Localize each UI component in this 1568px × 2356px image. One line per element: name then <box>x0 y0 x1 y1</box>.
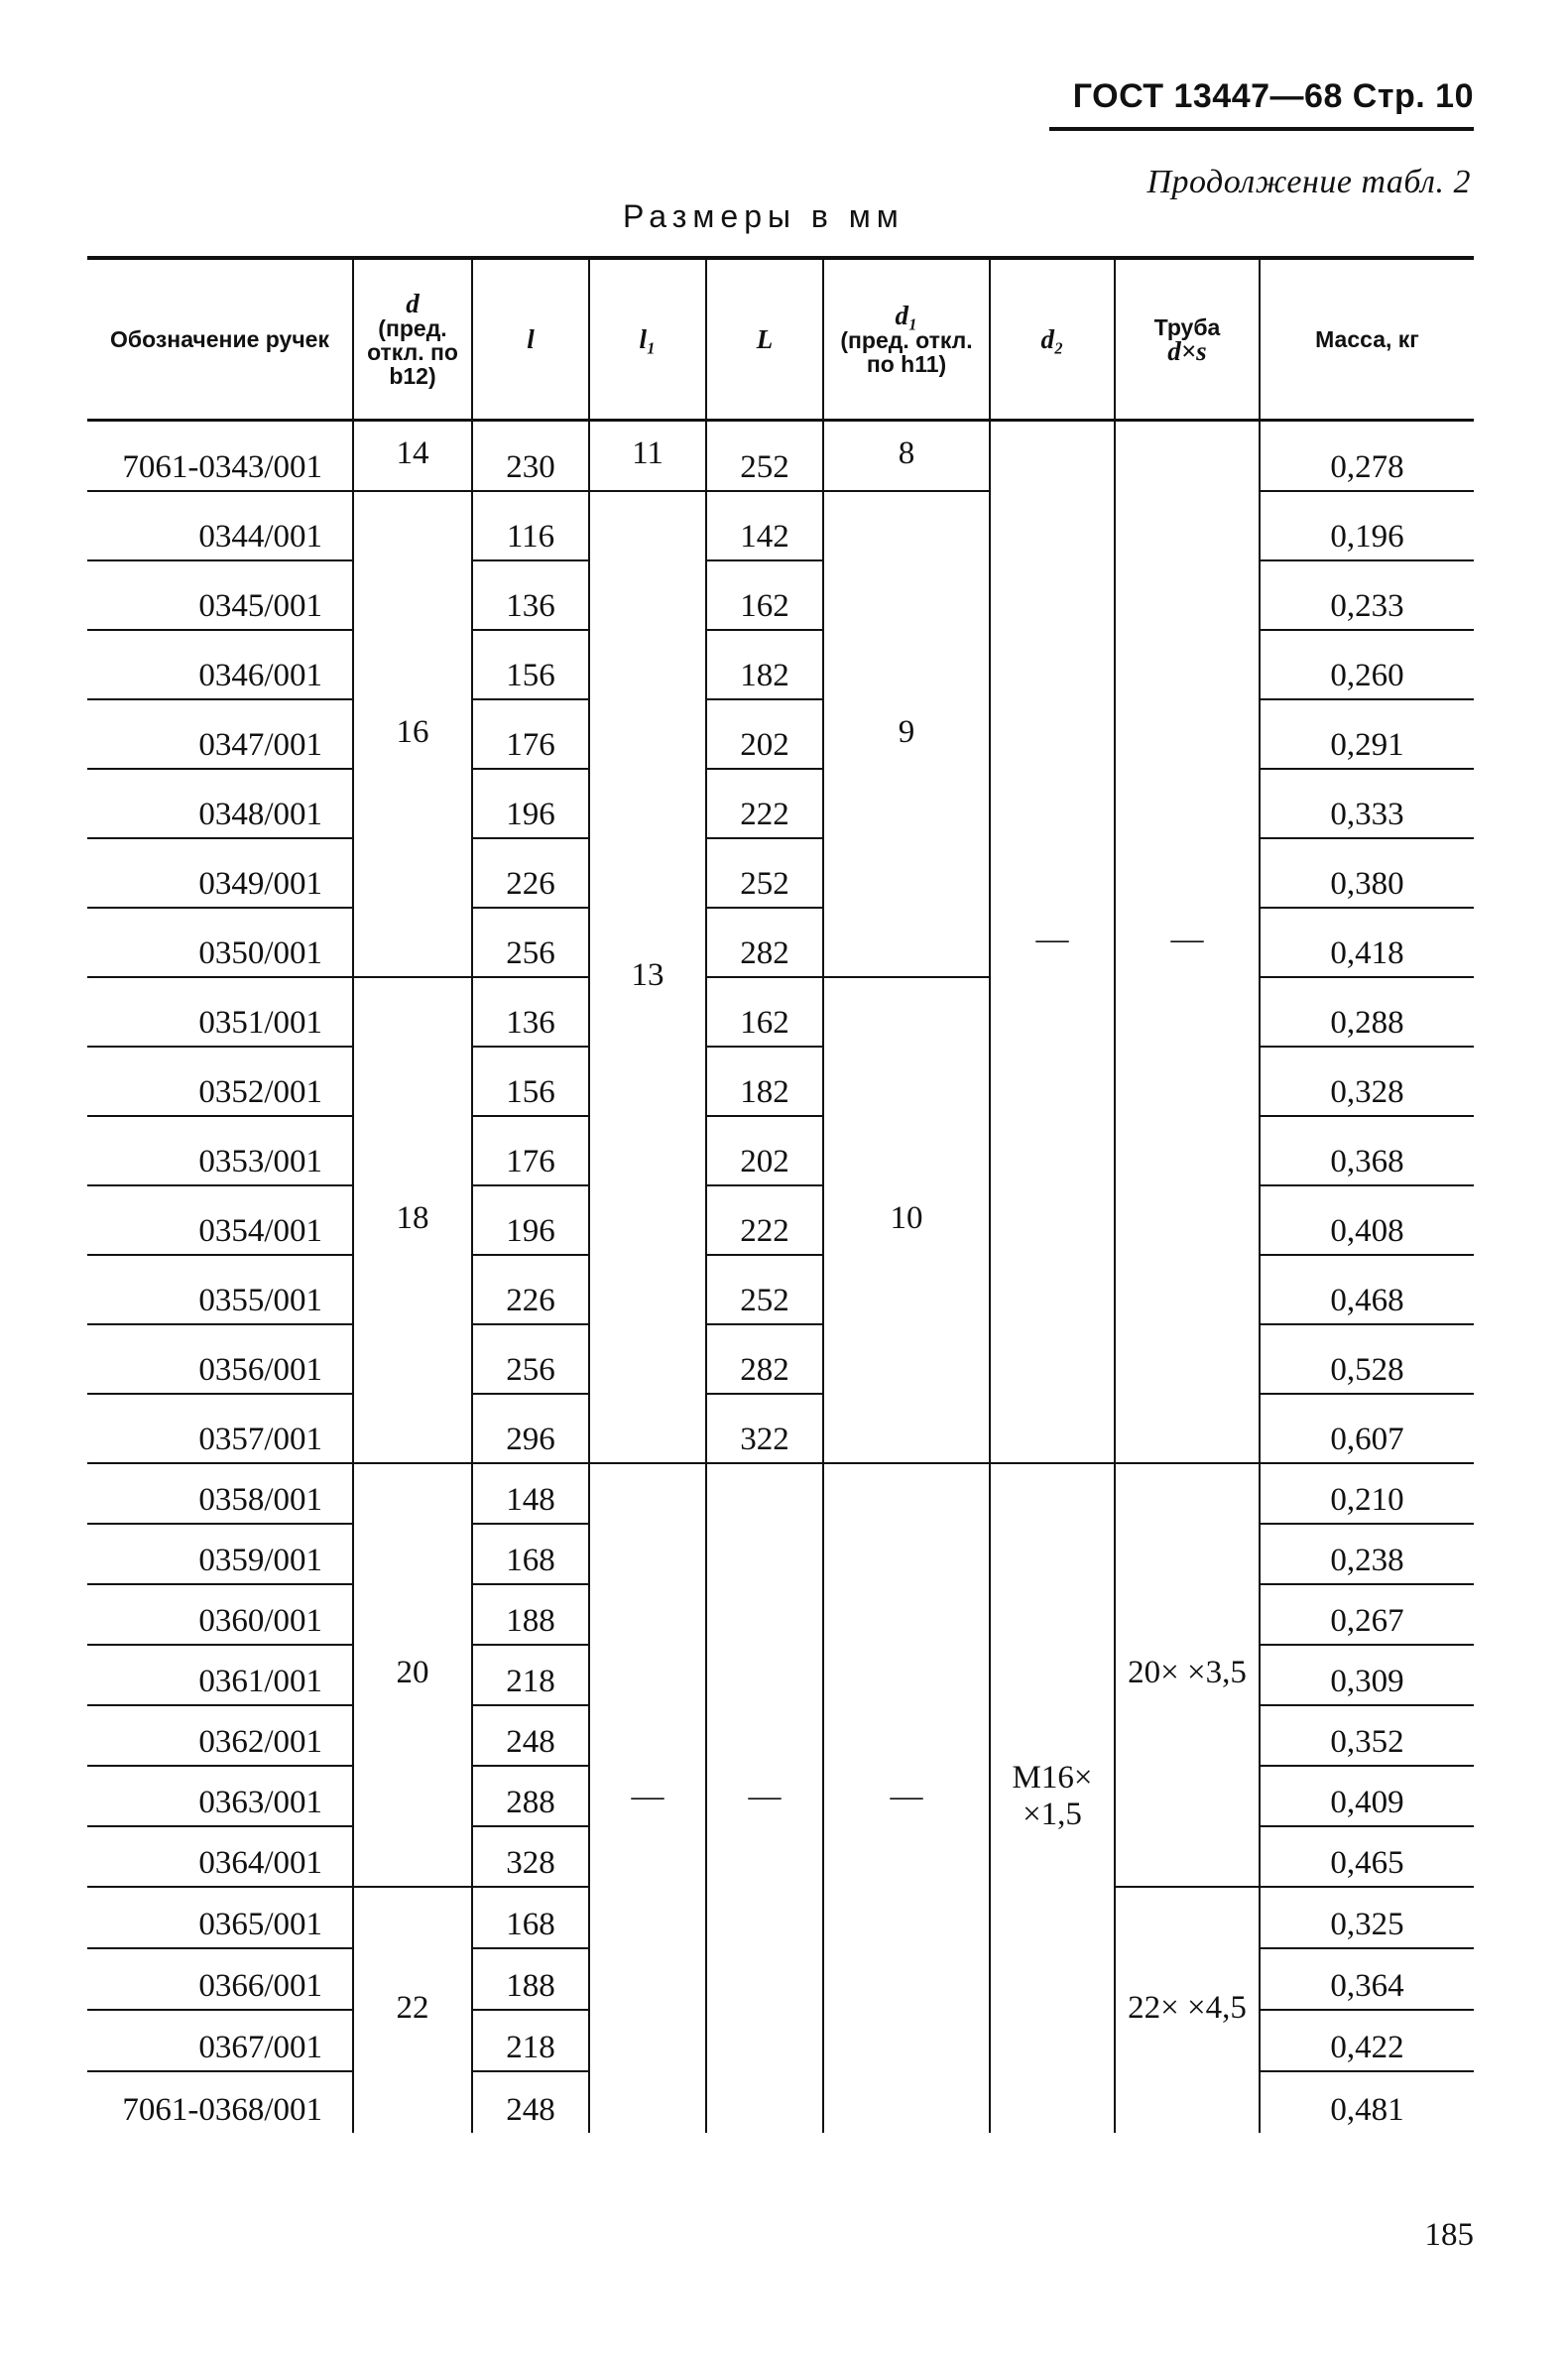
designation-cell: 0363/001 <box>87 1766 353 1826</box>
designation-cell: 0348/001 <box>87 769 353 838</box>
L-cell: 182 <box>706 630 823 699</box>
designation-cell: 0357/001 <box>87 1394 353 1463</box>
l-cell: 156 <box>472 1047 589 1116</box>
table-row <box>87 1463 1474 1524</box>
mass-cell: 0,352 <box>1260 1705 1474 1766</box>
l-cell: 248 <box>472 1705 589 1766</box>
table-row <box>87 1047 1474 1116</box>
designation-cell: 0362/001 <box>87 1705 353 1766</box>
mass-cell: 0,418 <box>1260 908 1474 977</box>
designation-cell: 0352/001 <box>87 1047 353 1116</box>
table-row <box>87 630 1474 699</box>
mass-cell: 0,260 <box>1260 630 1474 699</box>
table-row <box>87 560 1474 630</box>
tube-cell: — <box>1115 422 1260 1463</box>
l-cell: 136 <box>472 977 589 1047</box>
l-cell: 148 <box>472 1463 589 1524</box>
table-row <box>87 908 1474 977</box>
mass-cell: 0,309 <box>1260 1645 1474 1705</box>
d-cell: 20 <box>353 1463 472 1887</box>
mass-cell: 0,368 <box>1260 1116 1474 1185</box>
l-cell: 328 <box>472 1826 589 1887</box>
L-cell: 162 <box>706 977 823 1047</box>
l-cell: 188 <box>472 1584 589 1645</box>
mass-cell: 0,238 <box>1260 1524 1474 1584</box>
designation-cell: 0360/001 <box>87 1584 353 1645</box>
L-cell: 202 <box>706 699 823 769</box>
col-l1-symbol: l₁ <box>639 323 657 354</box>
table-continuation-note: Продолжение табл. 2 <box>1146 164 1471 200</box>
header-rule <box>1049 127 1474 131</box>
designation-cell: 0353/001 <box>87 1116 353 1185</box>
mass-cell: 0,291 <box>1260 699 1474 769</box>
l-cell: 136 <box>472 560 589 630</box>
designation-cell: 0366/001 <box>87 1948 353 2010</box>
d1-cell: 8 <box>823 422 990 491</box>
l1-cell: — <box>589 1463 706 2133</box>
mass-cell: 0,422 <box>1260 2010 1474 2071</box>
l1-cell: 11 <box>589 422 706 491</box>
mass-cell: 0,288 <box>1260 977 1474 1047</box>
col-mass: Масса, кг <box>1260 260 1474 419</box>
l-cell: 176 <box>472 1116 589 1185</box>
designation-cell: 0350/001 <box>87 908 353 977</box>
mass-cell: 0,607 <box>1260 1394 1474 1463</box>
designation-cell: 0355/001 <box>87 1255 353 1324</box>
units-caption: Размеры в мм <box>623 198 905 234</box>
l-cell: 230 <box>472 422 589 491</box>
col-d-note: (пред. откл. по b12) <box>367 314 458 389</box>
mass-cell: 0,328 <box>1260 1047 1474 1116</box>
table-row <box>87 769 1474 838</box>
d2-cell: M16× ×1,5 <box>990 1463 1115 2133</box>
designation-cell: 0364/001 <box>87 1826 353 1887</box>
L-cell: 282 <box>706 908 823 977</box>
l1-cell: 13 <box>589 491 706 1463</box>
d-cell: 16 <box>353 491 472 977</box>
L-cell: 202 <box>706 1116 823 1185</box>
designation-cell: 0346/001 <box>87 630 353 699</box>
L-cell: 222 <box>706 769 823 838</box>
l-cell: 116 <box>472 491 589 560</box>
l-cell: 256 <box>472 1324 589 1394</box>
col-d-symbol: d <box>406 288 420 318</box>
l-cell: 168 <box>472 1524 589 1584</box>
d2-cell: — <box>990 422 1115 1463</box>
L-cell: 162 <box>706 560 823 630</box>
designation-cell: 0349/001 <box>87 838 353 908</box>
mass-cell: 0,465 <box>1260 1826 1474 1887</box>
l-cell: 196 <box>472 1185 589 1255</box>
l-cell: 218 <box>472 2010 589 2071</box>
d-cell: 18 <box>353 977 472 1463</box>
designation-cell: 0354/001 <box>87 1185 353 1255</box>
table-row <box>87 422 1474 491</box>
l-cell: 168 <box>472 1887 589 1948</box>
col-tube-symbol: d×s <box>1167 335 1207 366</box>
table-row <box>87 491 1474 560</box>
l-cell: 226 <box>472 1255 589 1324</box>
mass-cell: 0,267 <box>1260 1584 1474 1645</box>
l-cell: 218 <box>472 1645 589 1705</box>
d1-cell: 10 <box>823 977 990 1463</box>
designation-cell: 0358/001 <box>87 1463 353 1524</box>
col-d <box>353 260 472 419</box>
col-designation: Обозначение ручек <box>110 326 329 352</box>
d1-cell: 9 <box>823 491 990 977</box>
L-cell: 322 <box>706 1394 823 1463</box>
dimensions-table <box>87 256 1474 2133</box>
col-d1 <box>823 260 990 419</box>
mass-cell: 0,481 <box>1260 2071 1474 2133</box>
mass-cell: 0,196 <box>1260 491 1474 560</box>
table-row <box>87 1324 1474 1394</box>
col-d2 <box>990 260 1115 419</box>
l-cell: 288 <box>472 1766 589 1826</box>
col-tube <box>1115 260 1260 419</box>
mass-cell: 0,333 <box>1260 769 1474 838</box>
mass-cell: 0,380 <box>1260 838 1474 908</box>
mass-cell: 0,468 <box>1260 1255 1474 1324</box>
d-cell: 14 <box>353 422 472 491</box>
designation-cell: 0344/001 <box>87 491 353 560</box>
l-cell: 196 <box>472 769 589 838</box>
table-row <box>87 838 1474 908</box>
table-row <box>87 1185 1474 1255</box>
tube-cell: 20× ×3,5 <box>1115 1463 1260 1887</box>
col-d2-symbol: d₂ <box>1040 323 1064 354</box>
table-body <box>87 422 1474 2133</box>
designation-cell: 0361/001 <box>87 1645 353 1705</box>
designation-cell: 0356/001 <box>87 1324 353 1394</box>
col-L-symbol: L <box>756 323 774 354</box>
designation-cell: 7061-0368/001 <box>122 2092 322 2128</box>
mass-cell: 0,364 <box>1260 1948 1474 2010</box>
l-cell: 176 <box>472 699 589 769</box>
designation-cell: 7061-0343/001 <box>87 422 353 491</box>
L-cell: 252 <box>706 422 823 491</box>
table-row <box>87 1394 1474 1463</box>
designation-cell: 0347/001 <box>87 699 353 769</box>
l-cell: 156 <box>472 630 589 699</box>
document-header: ГОСТ 13447—68 Стр. 10 <box>1072 77 1474 115</box>
designation-cell: 0367/001 <box>87 2010 353 2071</box>
mass-cell: 0,409 <box>1260 1766 1474 1826</box>
l-cell: 248 <box>472 2071 589 2133</box>
designation-cell: 0345/001 <box>87 560 353 630</box>
l-cell: 256 <box>472 908 589 977</box>
tube-cell: 22× ×4,5 <box>1115 1887 1260 2133</box>
l-cell: 296 <box>472 1394 589 1463</box>
mass-cell: 0,408 <box>1260 1185 1474 1255</box>
L-cell: 282 <box>706 1324 823 1394</box>
mass-cell: 0,325 <box>1260 1887 1474 1948</box>
designation-cell: 0365/001 <box>87 1887 353 1948</box>
L-cell: 252 <box>706 838 823 908</box>
L-cell: 182 <box>706 1047 823 1116</box>
l-cell: 226 <box>472 838 589 908</box>
col-L <box>706 260 823 419</box>
L-cell: 252 <box>706 1255 823 1324</box>
col-tube-label: Труба <box>1153 313 1221 340</box>
col-l1 <box>589 260 706 419</box>
page-number: 185 <box>1424 2217 1474 2253</box>
table-row <box>87 977 1474 1047</box>
l-cell: 188 <box>472 1948 589 2010</box>
mass-cell: 0,233 <box>1260 560 1474 630</box>
col-l-symbol: l <box>527 323 535 354</box>
d1-cell: — <box>823 1463 990 2133</box>
col-d1-note: (пред. откл. по h11) <box>840 326 973 377</box>
mass-cell: 0,278 <box>1260 422 1474 491</box>
col-l <box>472 260 589 419</box>
designation-cell: 0359/001 <box>87 1524 353 1584</box>
d-cell: 22 <box>353 1887 472 2133</box>
designation-cell: 0351/001 <box>87 977 353 1047</box>
mass-cell: 0,210 <box>1260 1463 1474 1524</box>
L-cell: 142 <box>706 491 823 560</box>
table-row <box>87 1116 1474 1185</box>
L-cell: 222 <box>706 1185 823 1255</box>
table-row <box>87 699 1474 769</box>
L-cell: — <box>706 1463 823 2133</box>
table-row <box>87 1255 1474 1324</box>
mass-cell: 0,528 <box>1260 1324 1474 1394</box>
table-header-row <box>87 260 1474 419</box>
col-d1-symbol: d₁ <box>895 300 918 330</box>
